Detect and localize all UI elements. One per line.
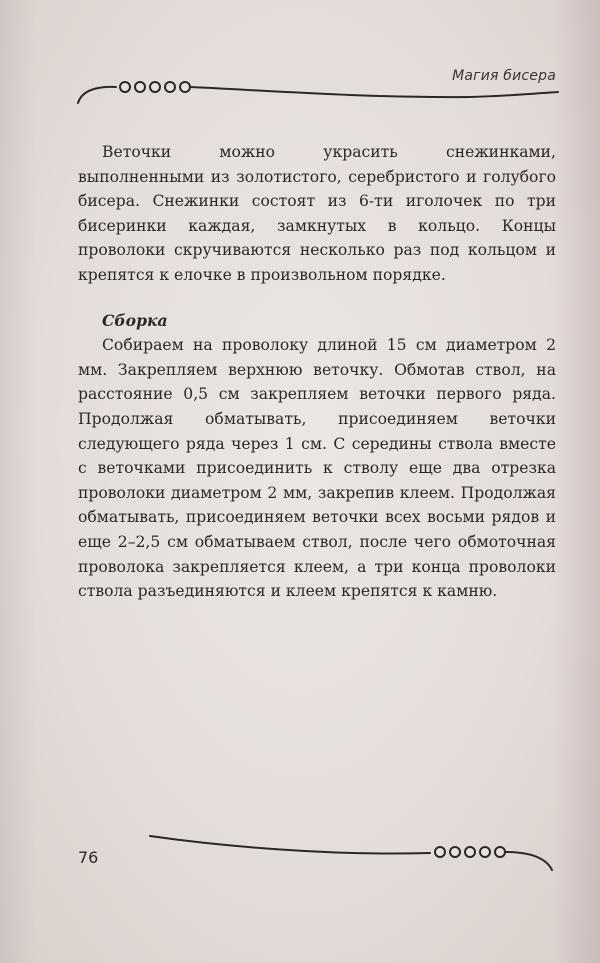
section-title: Сборка (102, 310, 168, 330)
page-number: 76 (78, 848, 99, 867)
main-text (78, 140, 556, 604)
paragraph-assembly: Собираем на проволоку длиной 15 см диаметром 2 мм. Закрепляем верхнюю веточку. Обмотав ствол, на расстояние 0,5 см закрепляем веточки первого ряда. Продолжая обматывать, присоединяем веточки следующего ряда через 1 см. С середины ствола вместе с веточками присоединить к стволу еще два отрезка проволоки диаметром 2 мм, закрепив клеем. Продолжая обматывать, присоединяем веточки всех восьми рядов и еще 2–2,5 см обматываем ствол, после чего обмоточная проволока закрепляется клеем, а три конца проволоки ствола разъединяются и клеем крепятся к камню. (78, 336, 556, 601)
paragraph-snowflakes: Веточки можно украсить снежинками, выполненными из золотистого, серебристого и голубого бисера. Снежинки состоят из 6-ти иголочек по три бисеринки каждая, замкнутых в кольцо. Концы проволоки скручиваются несколько раз под кольцом и крепятся к елочке в произвольном порядке. (78, 143, 556, 284)
running-title: Магия бисера (452, 68, 556, 84)
